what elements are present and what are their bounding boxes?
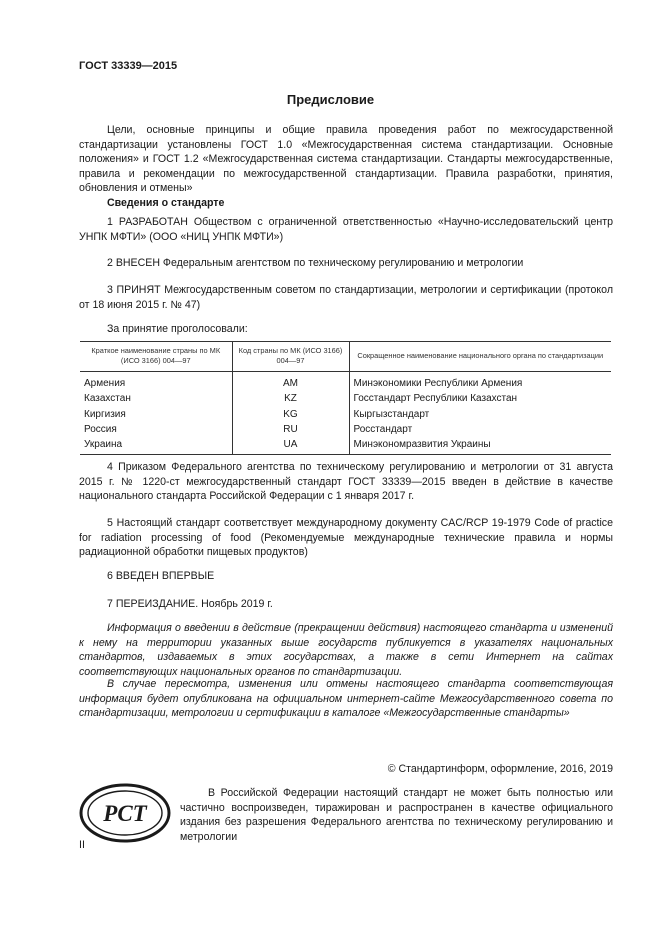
standards-body-cell: Кыргызстандарт [349, 407, 611, 422]
country-name-cell: Украина [80, 437, 232, 455]
table-header-row [80, 342, 611, 372]
standards-body-cell: Минэкономразвития Украины [349, 437, 611, 455]
info-paragraph-2: В случае пересмотра, изменения или отмены настоящего стандарта соответствующая информация будет опубликована на официальном интернет-сайте Межгосударственного совета по стандартизации, метрологии и сертификации в каталоге «Межгосударственные стандарты» [79, 678, 613, 720]
standards-body-cell: Госстандарт Республики Казахстан [349, 391, 611, 406]
table-row [80, 407, 611, 422]
copyright-notice: В Российской Федерации настоящий стандарт не может быть полностью или частично воспроизведен, тиражирован и распространен в качестве официального издания без разрешения Федерального агентства по техническому регулированию и метрологии [180, 787, 613, 843]
table-row [80, 372, 611, 392]
item-conformity: 5 Настоящий стандарт соответствует международному документу CAC/RCP 19-1979 Code of practice for radiation processing of food (Рекомендуемые международные технические правила и нормы радиационной обработки пищевых продуктов) [79, 517, 613, 559]
info-paragraph-1: Информация о введении в действие (прекращении действия) настоящего стандарта и изменений к нему на территории указанных выше государств публикуется в указателях национальных стандартов, издаваемых в этих государствах, а также в сети Интернет на сайтах соответствующих национальных органов по стандартизации. [79, 622, 613, 678]
page-title: Предисловие [286, 92, 375, 107]
country-code-cell: UA [232, 437, 349, 455]
country-code-cell: KZ [232, 391, 349, 406]
item-adopted: 3 ПРИНЯТ Межгосударственным советом по стандартизации, метрологии и сертификации (протокол от 18 июня 2015 г. № 47) [79, 284, 613, 311]
intro-paragraph: Цели, основные принципы и общие правила проведения работ по межгосударственной стандартизации установлены ГОСТ 1.0 «Межгосударственная система стандартизации. Основные положения» и ГОСТ 1.2 «Межгосударственная система стандартизации. Стандарты межгосударственные, правила и рекомендации по межгосударственной стандартизации. Правила разработки, принятия, обновления и отмены» [79, 124, 613, 195]
country-code-cell: KG [232, 407, 349, 422]
item-reissue: 7 ПЕРЕИЗДАНИЕ. Ноябрь 2019 г. [107, 598, 273, 610]
country-name-cell: Армения [84, 378, 126, 390]
section-subheading: Сведения о стандарте [107, 197, 225, 209]
header-country-name: Краткое наименование страны по МК (ИСО 3166) 004—97 [80, 342, 232, 372]
country-name-cell: Казахстан [84, 393, 131, 405]
standards-body-cell: Росстандарт [349, 422, 611, 437]
page-number: II [79, 839, 85, 851]
votes-label: За принятие проголосовали: [107, 323, 248, 335]
standards-body-cell: Минэкономики Республики Армения [349, 372, 611, 392]
votes-table [80, 341, 611, 455]
copyright-line: © Стандартинформ, оформление, 2016, 2019 [387, 763, 613, 775]
item-first-introduced: 6 ВВЕДЕН ВПЕРВЫЕ [107, 570, 215, 582]
country-name-cell: Киргизия [84, 408, 126, 420]
table-row [80, 437, 611, 455]
header-standards-body: Сокращенное наименование национального органа по стандартизации [349, 342, 611, 372]
country-code-cell: RU [232, 422, 349, 437]
country-code-cell: AM [232, 372, 349, 392]
table-row [80, 422, 611, 437]
item-order: 4 Приказом Федерального агентства по техническому регулированию и метрологии от 31 августа 2015 г. № 1220-ст межгосударственный стандарт ГОСТ 33339—2015 введен в действие в качестве национального стандарта Российской Федерации с 1 января 2017 г. [79, 461, 613, 503]
table-row [80, 391, 611, 406]
header-country-code: Код страны по МК (ИСО 3166) 004—97 [232, 342, 349, 372]
document-code: ГОСТ 33339—2015 [79, 60, 178, 72]
country-name-cell: Россия [84, 424, 117, 436]
rst-logo-icon [79, 783, 171, 843]
item-developed: 1 РАЗРАБОТАН Обществом с ограниченной ответственностью «Научно-исследовательский центр УНПК МФТИ» (ООО «НИЦ УНПК МФТИ») [79, 216, 613, 243]
logo-lettering: РСТ [103, 801, 147, 826]
item-introduced: 2 ВНЕСЕН Федеральным агентством по техническому регулированию и метрологии [107, 257, 524, 269]
